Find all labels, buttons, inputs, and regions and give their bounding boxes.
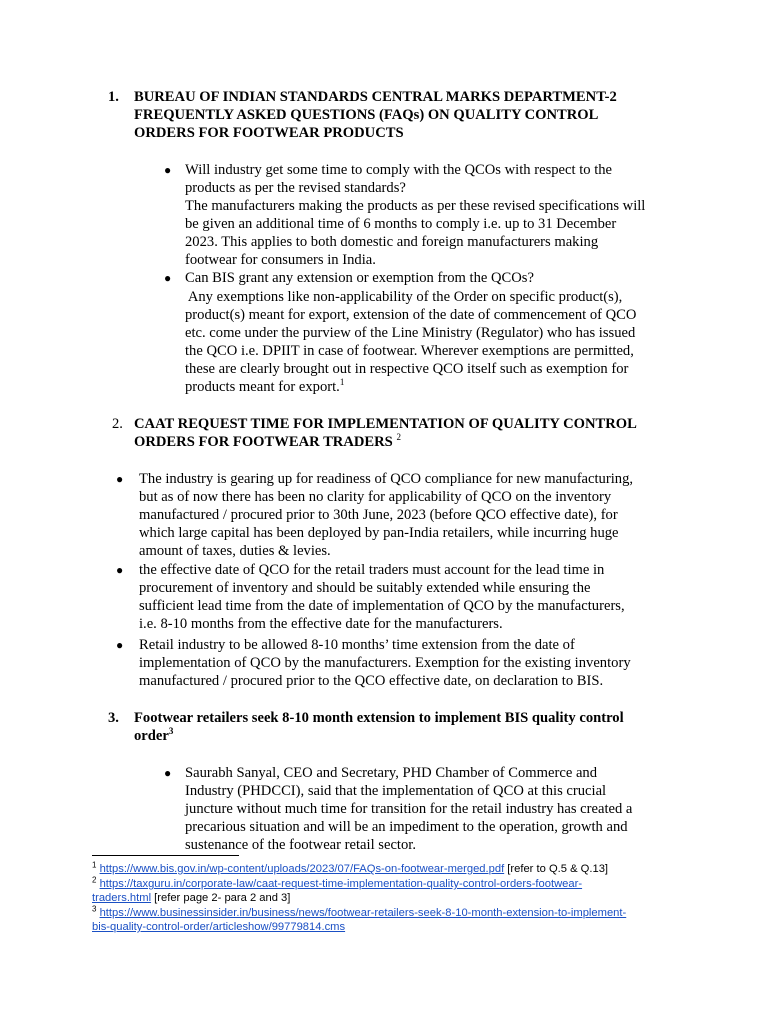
footnote-link[interactable]: https://www.bis.gov.in/wp-content/uploads/2023/07/FAQs-on-footwear-merged.pdf [99,863,505,875]
footnote-note: [refer page 2- para 2 and 3] [151,892,291,904]
list-item-line: sufficient lead time from the date of implementation of QCO by the manufacturers, [139,598,625,614]
list-item-line: products as per the revised standards? [185,180,406,196]
list-item-line: juncture without much time for transition for the retail industry has created a [185,801,633,817]
footnote-mark: 3 [92,904,97,914]
list-item-line: manufactured / procured prior to 30th June, 2023 (before QCO effective date), for [139,507,618,523]
section-number: 3. [108,710,119,726]
footnote-mark: 2 [92,875,97,885]
list-item-line: which large capital has been deployed by pan-India retailers, while incurring huge [139,525,619,541]
section-heading: Footwear retailers seek 8-10 month extension to implement BIS quality control [134,710,624,726]
footnote [92,906,626,920]
bullet-icon: ● [164,271,172,285]
bullet-icon: ● [116,472,124,486]
footnote-ref[interactable]: 2 [396,432,401,443]
list-item-line: product(s) meant for export, extension of the date of commencement of QCO [185,307,637,323]
list-item-line: precarious situation and will be an impediment to the operation, growth and [185,819,628,835]
footnote-note: [refer to Q.5 & Q.13] [504,863,609,875]
list-item-line: sustenance of the footwear retail sector. [185,837,416,853]
list-item-line: Any exemptions like non-applicability of the Order on specific product(s), [185,289,623,305]
footnote-link[interactable]: traders.html [92,892,152,904]
footnote-ref[interactable]: 3 [168,726,174,737]
list-item-line: Can BIS grant any extension or exemption from the QCOs? [185,270,534,286]
list-item-line: 2023. This applies to both domestic and foreign manufacturers making [185,234,599,250]
footnote-mark: 1 [92,860,97,870]
list-item-line: but as of now there has been no clarity for applicability of QCO on the inventory [139,489,612,505]
list-item-line: Retail industry to be allowed 8-10 months’ time extension from the date of [139,637,575,653]
list-item-line: Will industry get some time to comply with the QCOs with respect to the [185,162,613,178]
section-number: 1. [108,89,119,105]
list-item-line: products meant for export.$^1$ [185,377,345,395]
footnote [92,920,345,934]
list-item-line: footwear for consumers in India. [185,252,376,268]
list-item-line: these are clearly brought out in respective QCO itself such as exemption for [185,361,629,377]
list-item-line: Industry (PHDCCI), said that the implementation of QCO at this crucial [185,783,607,799]
section-heading: ORDERS FOR FOOTWEAR TRADERS $^2$ [134,432,401,450]
footnote [92,877,582,891]
list-item-line: The manufacturers making the products as per these revised specifications will [185,198,646,214]
footnote [92,862,608,876]
section-number: 2. [112,416,123,432]
section-heading: ORDERS FOR FOOTWEAR PRODUCTS [134,125,404,141]
list-item-line: the QCO i.e. DPIIT in case of footwear. Wherever exemptions are permitted, [185,343,634,359]
list-item-line: implementation of QCO by the manufacturers. Exemption for the existing inventory [139,655,631,671]
list-item-line: i.e. 8-10 months from the effective date for the manufacturers. [139,616,503,632]
section-heading: BUREAU OF INDIAN STANDARDS CENTRAL MARKS DEPARTMENT-2 [134,89,617,105]
section-heading: CAAT REQUEST TIME FOR IMPLEMENTATION OF QUALITY CONTROL [134,416,637,432]
list-item-line: The industry is gearing up for readiness of QCO compliance for new manufacturing, [139,471,634,487]
list-item-line: etc. come under the purview of the Line Ministry (Regulator) who has issued [185,325,636,341]
list-item-line: procurement of inventory and should be suitably extended while ensuring the [139,580,591,596]
bullet-icon: ● [116,638,124,652]
footnote-link[interactable]: https://taxguru.in/corporate-law/caat-request-time-implementation-quality-control-orders-footwear- [99,878,583,890]
section-heading: order$^3$ [134,726,174,744]
list-item-line: manufactured / procured prior to the QCO effective date, on declaration to BIS. [139,673,604,689]
bullet-icon: ● [164,163,172,177]
footnote-link[interactable]: https://www.businessinsider.in/business/news/footwear-retailers-seek-8-10-month-extension-to-implement- [99,907,627,919]
footnote [92,891,290,905]
bullet-icon: ● [164,766,172,780]
bullet-icon: ● [116,563,124,577]
footnote-separator [92,855,239,856]
list-item-line: Saurabh Sanyal, CEO and Secretary, PHD Chamber of Commerce and [185,765,598,781]
list-item-line: the effective date of QCO for the retail traders must account for the lead time in [139,562,605,578]
list-item-line: be given an additional time of 6 months to comply i.e. up to 31 December [185,216,617,232]
list-item-line: amount of taxes, duties & levies. [139,543,331,559]
footnote-link[interactable]: bis-quality-control-order/articleshow/99779814.cms [92,921,346,933]
section-heading: FREQUENTLY ASKED QUESTIONS (FAQs) ON QUALITY CONTROL [134,107,599,123]
footnote-ref[interactable]: 1 [339,377,345,388]
